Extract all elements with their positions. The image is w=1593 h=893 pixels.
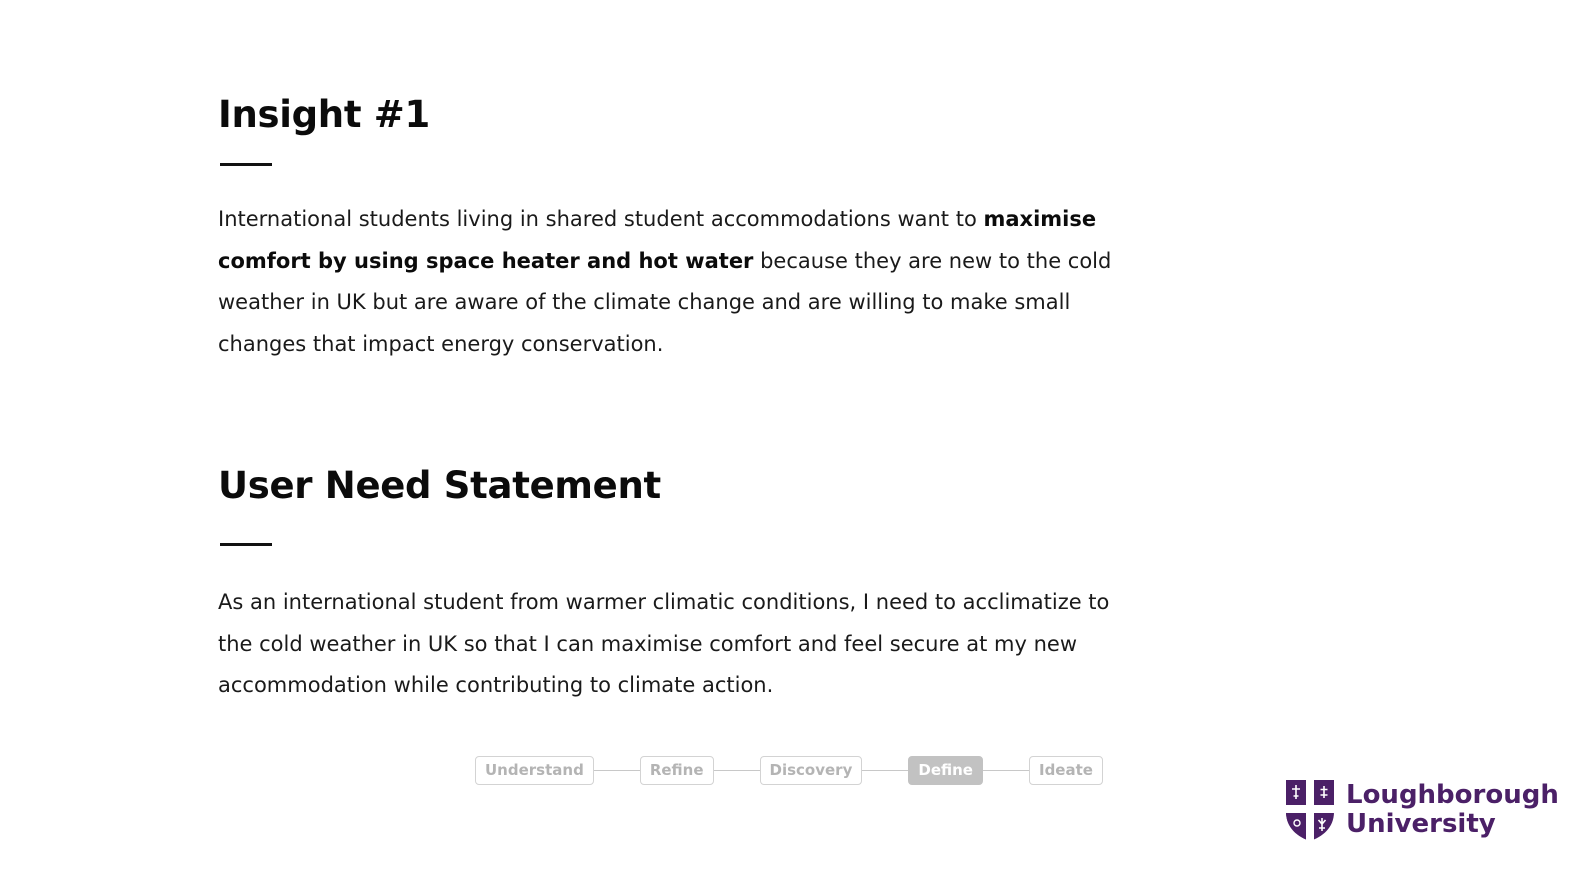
insight-title-divider	[220, 163, 272, 166]
step-define[interactable]: Define	[908, 756, 983, 785]
user-need-title: User Need Statement	[218, 464, 661, 507]
insight-text-emphasis: maximise comfort by using space heater and hot water	[218, 207, 1097, 273]
university-crest-icon	[1284, 778, 1336, 842]
step-connector	[714, 770, 760, 772]
step-connector	[983, 770, 1029, 772]
insight-text	[218, 199, 1118, 365]
insight-text-start: International students living in shared student accommodations want to	[218, 207, 984, 231]
university-name-line2: University	[1346, 809, 1496, 839]
university-wordmark	[1346, 781, 1559, 839]
step-refine[interactable]: Refine	[640, 756, 714, 785]
step-connector	[862, 770, 908, 772]
insight-text-end: because they are new to the cold weather in UK but are aware of the climate change and are willing to make small changes that impact energy conservation.	[218, 248, 1112, 356]
step-understand[interactable]: Understand	[475, 756, 594, 785]
university-logo	[1284, 778, 1559, 842]
step-ideate[interactable]: Ideate	[1029, 756, 1103, 785]
university-name-line1: Loughborough	[1346, 780, 1559, 810]
user-need-text: As an international student from warmer climatic conditions, I need to acclimatize to the cold weather in UK so that I can maximise comfort and feel secure at my new accommodation while contributing to climate action.	[218, 590, 1110, 697]
step-connector	[594, 770, 640, 772]
step-discovery[interactable]: Discovery	[760, 756, 863, 785]
user-need-title-divider	[220, 543, 272, 546]
process-stepper	[475, 756, 1103, 785]
insight-title: Insight #1	[218, 93, 430, 136]
